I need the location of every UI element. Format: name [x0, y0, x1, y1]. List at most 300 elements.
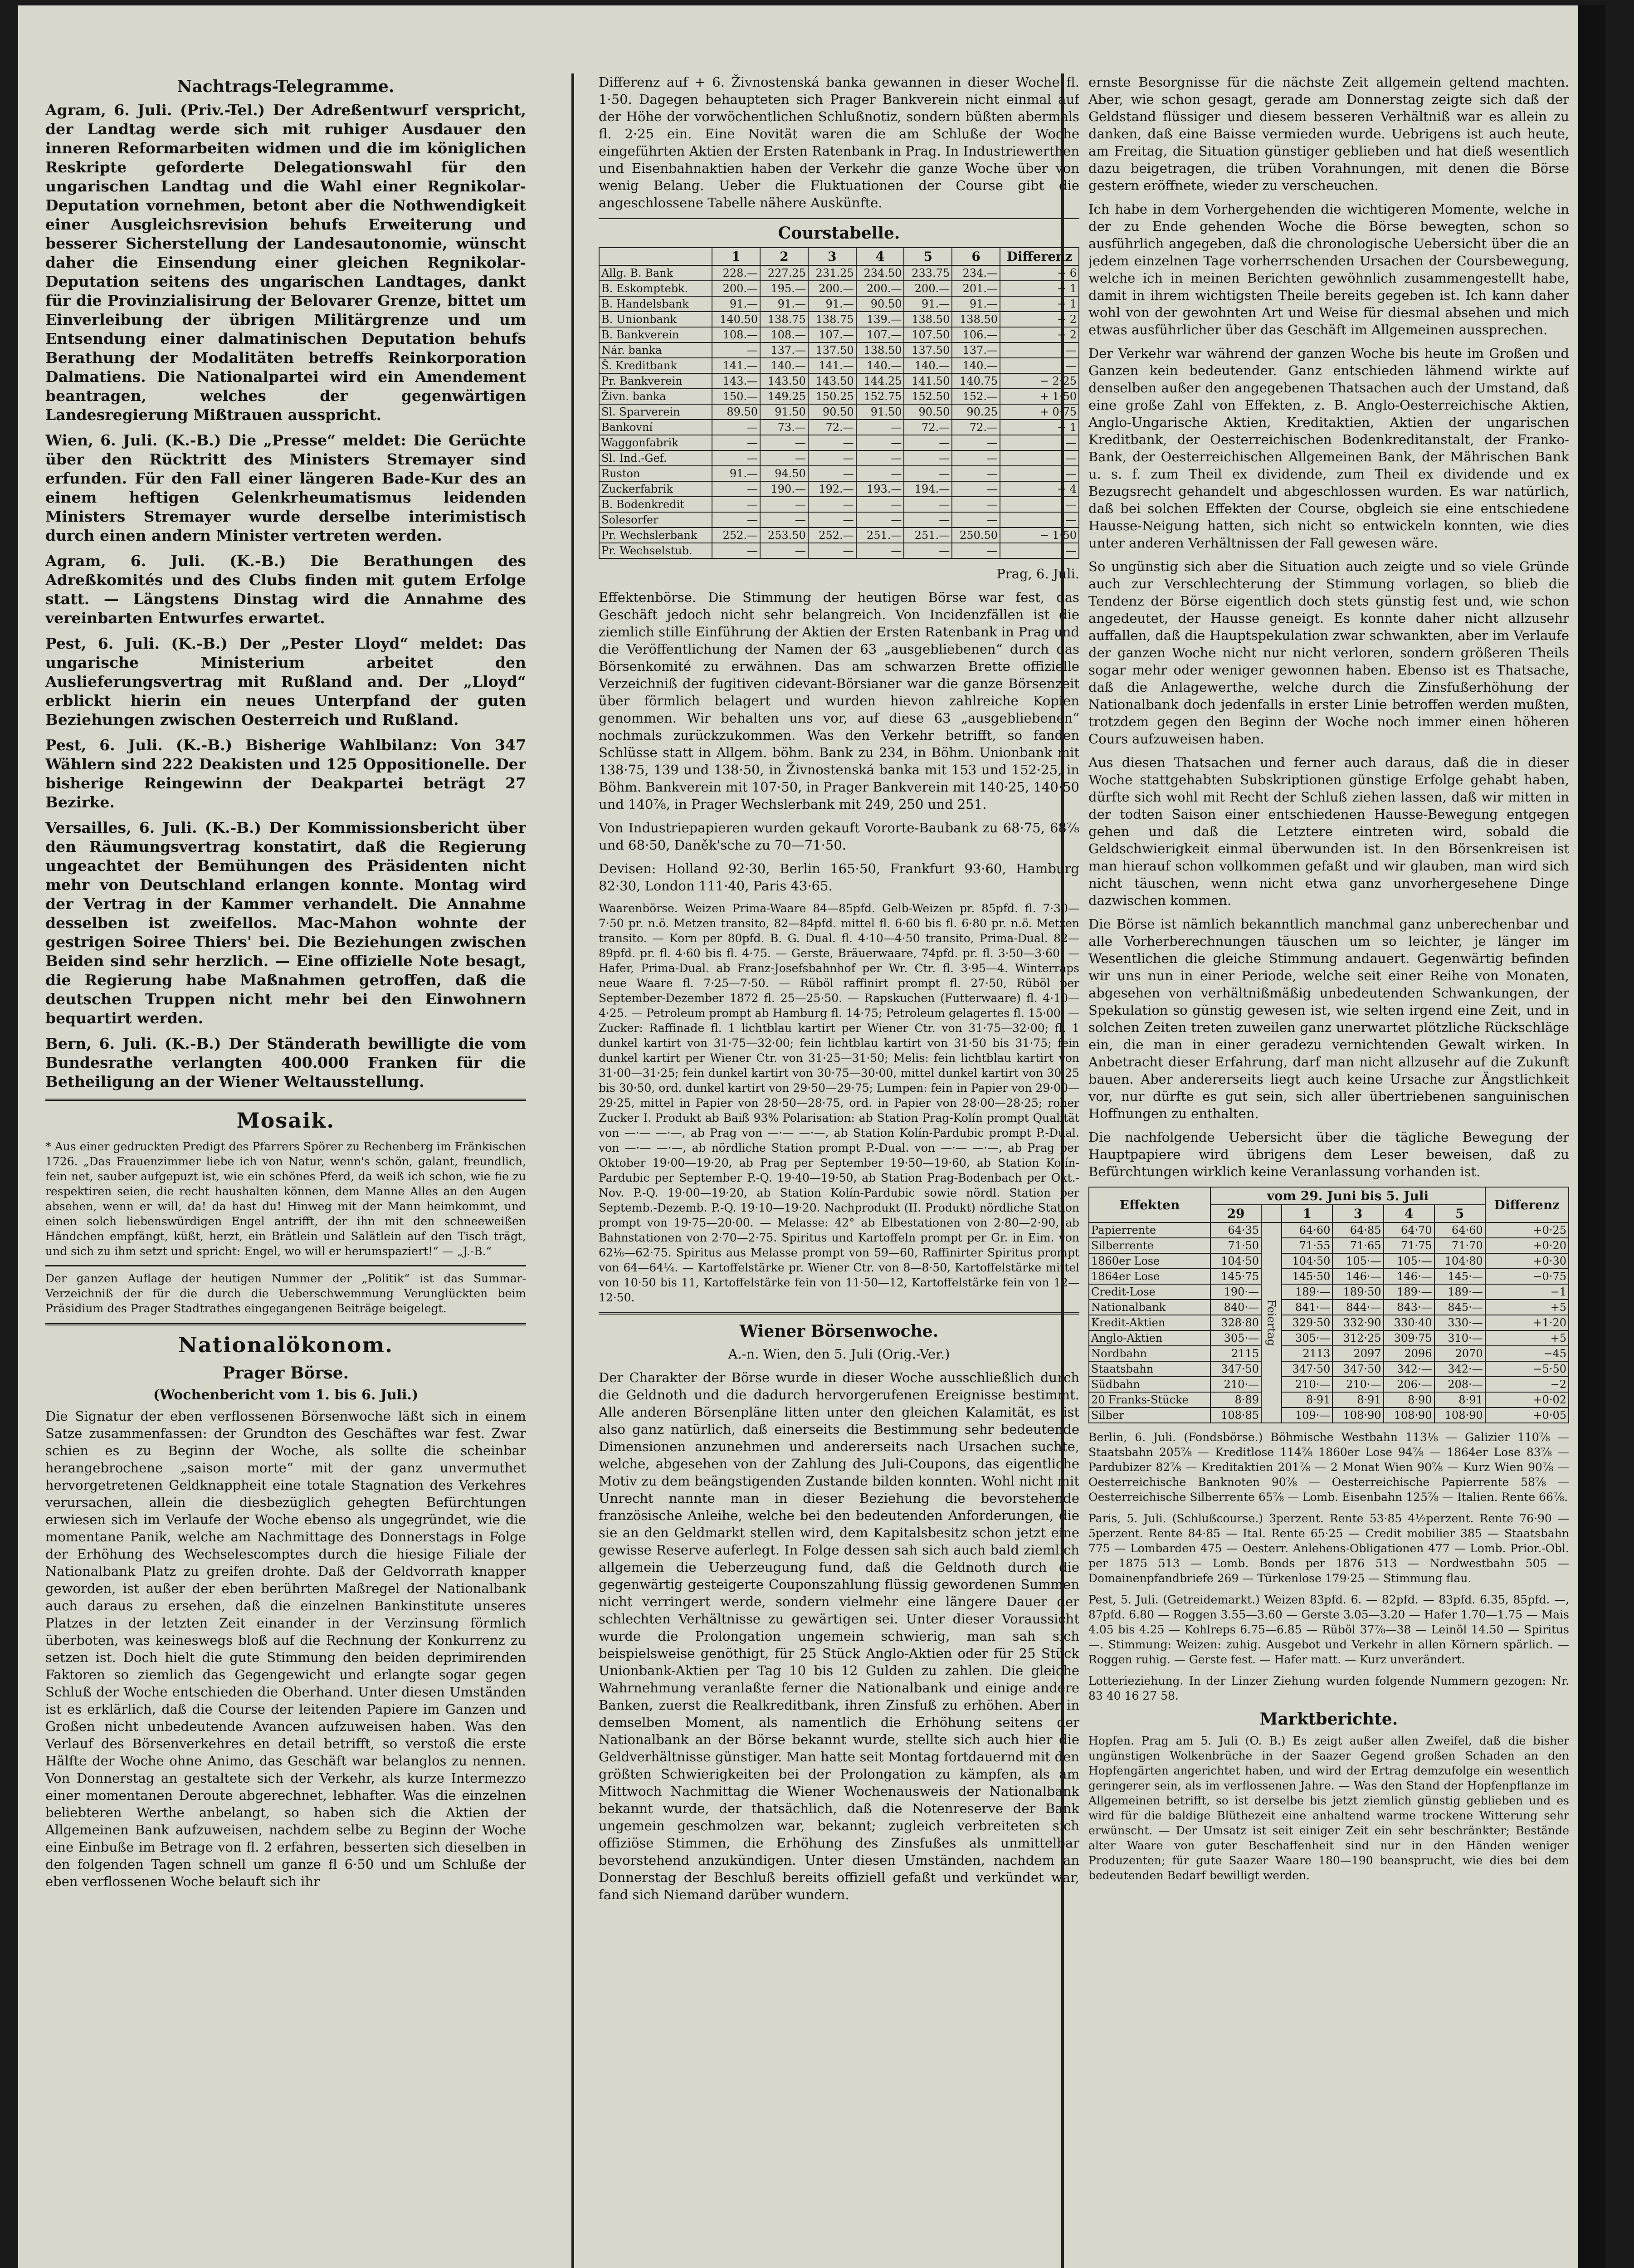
- table-cell: 137.50: [808, 342, 856, 358]
- table-cell: 137.—: [952, 342, 1000, 358]
- table-cell: 195.—: [760, 281, 808, 296]
- table-cell: − 2: [1000, 327, 1079, 342]
- table-cell: Ruston: [599, 466, 712, 481]
- table-cell: 91.—: [712, 466, 760, 481]
- table-cell: 138.75: [808, 312, 856, 327]
- table-cell: 8·91: [1282, 1392, 1332, 1408]
- table-cell: 90.50: [856, 296, 904, 312]
- table-cell: Pr. Bankverein: [599, 373, 712, 389]
- table-cell: —: [904, 512, 952, 528]
- table-cell: Südbahn: [1089, 1377, 1210, 1392]
- table-cell: 140.—: [856, 358, 904, 373]
- table-cell: 144.25: [856, 373, 904, 389]
- table-cell: —: [1000, 497, 1079, 512]
- table-cell: 2070: [1434, 1346, 1485, 1361]
- table-cell: 73.—: [760, 420, 808, 435]
- table-cell: 190·—: [1210, 1284, 1261, 1300]
- table-cell: 330·40: [1384, 1315, 1434, 1330]
- table-cell: 91.—: [712, 296, 760, 312]
- table-row: [599, 342, 1079, 358]
- table-cell: Solesorfer: [599, 512, 712, 528]
- table-cell: 91.50: [856, 404, 904, 420]
- table-header-cell: 3: [808, 248, 856, 265]
- newspaper-page: [18, 5, 1605, 2268]
- table-row: [599, 497, 1079, 512]
- table-cell: + 1: [1000, 281, 1079, 296]
- table-cell: Anglo-Aktien: [1089, 1330, 1210, 1346]
- effekten-text: Effektenbörse. Die Stimmung der heutigen Börse war fest, das Geschäft jedoch nicht sehr belangreich. Von Incidenzfällen ist die ziemlich stille Einführung der Aktien der Ersten Ratenbank in Prag und die Veröffentlichung der Namen der 63 „ausgebliebenen“ durch das Börsenkomité zu erwähnen. Das am schwarzen Brette offizielle Verzeichniß der fugitiven cidevant-Börsianer war die ganze Börsenzeit über förmlich belagert und wurden hievon zahlreiche Kopien genommen. Wir behalten uns vor, auf diese 63 „ausgebliebenen“ nochmals zurückzukommen. Was den Verkehr betrifft, so fanden Schlüsse statt in Allgem. böhm. Bank zu 234, in Böhm. Unionbank mit 138·75, 139 und 138·50, in Živnostenská banka mit 153 und 152·25, in Böhm. Bankverein mit 107·50, in Prager Bankverein mit 140·25, 140·50 und 140⅞, in Prager Wechslerbank mit 249, 250 und 251.: [599, 590, 1079, 812]
- table-cell: Sl. Ind.-Gef.: [599, 450, 712, 466]
- table-cell: 145·—: [1434, 1269, 1485, 1284]
- table-row: [1089, 1315, 1569, 1330]
- market-text: Paris, 5. Juli. (Schlußcourse.) 3perzent. Rente 53·85 4½perzent. Rente 76·90 — 5perzent. Rente 84·85 — Ital. Rente 65·25 — Credit mobilier 385 — Staatsbahn 775 — Lombarden 475 — Oesterr. Anlehens-Obligationen 477 — Lomb. Prior.-Obl. per 1875 513 — Lomb. Bonds per 1876 513 — Nordwestbahn 505 — Domainenpfandbriefe 269 — Türkenlose 179·25 — Stimmung flau.: [1088, 1512, 1569, 1585]
- table-cell: —: [1000, 450, 1079, 466]
- nat-heading: Nationalökonom.: [178, 1333, 394, 1357]
- table-cell: +0·02: [1485, 1392, 1569, 1408]
- table-cell: 138.50: [856, 342, 904, 358]
- table-cell: 192.—: [808, 481, 856, 497]
- table-cell: 233.75: [904, 265, 952, 281]
- table-cell: 143.50: [808, 373, 856, 389]
- table-cell: 190.—: [760, 481, 808, 497]
- table-header-cell: Differenz: [1000, 248, 1079, 265]
- telegram: Agram, 6. Juli. (K.-B.) Die Berathungen des Adreßkomités und des Clubs finden mit gutem Erfolge statt. — Längstens Dinstag wird die Annahme des vereinbarten Entwurfes erwartet.: [45, 552, 526, 627]
- table-cell: 145·75: [1210, 1269, 1261, 1284]
- table-cell: 72.—: [952, 420, 1000, 435]
- table-row: [1089, 1408, 1569, 1423]
- table-cell: —: [712, 342, 760, 358]
- table-cell: Credit-Lose: [1089, 1284, 1210, 1300]
- table-row: [1089, 1222, 1569, 1238]
- table-cell: —: [856, 497, 904, 512]
- table-row: [599, 435, 1079, 450]
- nat-text: Die Signatur der eben verflossenen Börsenwoche läßt sich in einem Satze zusammenfassen: der Grundton des Geschäftes war fest. Zwar schien es zu Beginn der Woche, als sollte die scheinbar herangebrochene „saison morte“ mit der ganz unvermuthet hervorgetretenen Geldknappheit eine totale Stagnation des Verkehres verursachen, allein die diesbezüglich gehegten Befürchtungen erwiesen sich im Verlaufe der Woche ebenso als ungegründet, wie die momentane Panik, welche am Nachmittage des Donnerstags in Folge der Erhöhung des Wechselescomptes durch die hiesige Filiale der Nationalbank Platz zu greifen drohte. Daß der Geldvorrath knapper geworden, ist außer der eben berührten Maßregel der Nationalbank auch daraus zu ersehen, daß die einzelnen Bankinstitute unseres Platzes in der letzten Zeit einander in der Verzinsung förmlich überboten, was keineswegs bloß auf die Rechnung der Konkurrenz zu setzen ist. Doch hielt die gute Stimmung den beiden deprimirenden Faktoren so ziemlich das Gegengewicht und erlangte sogar gegen Schluß der Woche entschieden die Oberhand. Unter diesen Umständen ist es erklärlich, daß die Course der leitenden Papiere im Ganzen und Großen nicht unbedeutende Avancen aufzuweisen haben. Was den Verlauf des Börsenverkehres en detail betrifft, so verstoß die erste Hälfte der Woche ohne Animo, das Geschäft war belanglos zu nennen. Von Donnerstag an gestaltete sich der Verkehr, als kurze Intermezzo einer momentanen Deroute abgerechnet, lebhafter. Was die einzelnen beliebteren Werthe anbelangt, so haben sich die Aktien der Allgemeinen Bank aufzuweisen, nachdem selbe zu Beginn der Woche eine Einbuße im Betrage von fl. 2 erfahren, besserten sich dieselben in den folgenden Tagen schnell um ganze fl 6·50 und um Schluße der eben verflossenen Woche belauft sich ihr: [45, 1408, 526, 1889]
- table-row: [599, 296, 1079, 312]
- table-cell: —: [808, 512, 856, 528]
- table-cell: —: [904, 450, 952, 466]
- table-row: [1089, 1330, 1569, 1346]
- table-cell: —: [712, 543, 760, 558]
- telegrams-heading: Nachtrags-Telegramme.: [177, 77, 395, 96]
- table-cell: + 2: [1000, 312, 1079, 327]
- table-cell: 107.—: [856, 327, 904, 342]
- effekten-text: Von Industriepapieren wurden gekauft Vororte-Baubank zu 68·75, 68⅞ und 68·50, Daněk'sche zu 70—71·50.: [599, 820, 1079, 853]
- report-text: So ungünstig sich aber die Situation auch zeigte und so viele Gründe auch zur Verschlechterung der Stimmung vorlagen, so blieb die Tendenz der Börse eigentlich doch stets günstig fest und, wie schon angedeutet, der Hausse geneigt. Es konnte daher nicht allzusehr auffallen, daß die Hauptspekulation zwar schwankten, aber im Verlaufe der ganzen Woche nicht nur nicht verloren, sondern größeren Theils sogar mehr oder weniger gewonnen haben. Ebenso ist es Thatsache, daß die Anlagewerthe, welche durch die Zinsfußerhöhung der Nationalbank doch jedenfalls in erster Linie betroffen werden mußten, trotzdem gegen den Beginn der Woche noch immer einen höheren Cours aufzuweisen haben.: [1088, 559, 1569, 747]
- table-cell: + 1·50: [1000, 389, 1079, 404]
- table-cell: − 1: [1000, 420, 1079, 435]
- table-cell: —: [760, 512, 808, 528]
- table-cell: 71·65: [1332, 1238, 1383, 1253]
- table-cell: 71·50: [1210, 1238, 1261, 1253]
- table-cell: +5: [1485, 1300, 1569, 1315]
- day-header-cell: 29: [1210, 1205, 1261, 1222]
- day-header-cell: 1: [1282, 1205, 1332, 1222]
- table-cell: 1860er Lose: [1089, 1253, 1210, 1269]
- table-cell: 109·—: [1282, 1408, 1332, 1423]
- table-cell: 106.—: [952, 327, 1000, 342]
- daily-table: [1088, 1187, 1569, 1423]
- report-text: Die Börse ist nämlich bekanntlich manchmal ganz unberechenbar und alle Vorherberechnungen täuschen um so leichter, je länger im Wesentlichen die gleiche Stimmung andauert. Gegenwärtig befinden wir uns nun in einer Periode, welche seit einer Reihe von Monaten, abgesehen von verhältnißmäßig unbedeutenden Schwankungen, der Spekulation so günstig gewesen ist, wie selten irgend eine Zeit, und in solchen Zeiten treten zuweilen ganz unerwartet plötzliche Rückschläge ein, die man in einer geradezu vernichtenden Gewalt wirken. In Anbetracht dieser Erfahrung, darf man nicht allzusehr auf die Zukunft bauen. Aber andererseits liegt auch keine Ursache zur Ängstlichkeit vor, nur dürfte es gut sein, sich aller übertriebenen sanguinischen Hoffnungen zu enthalten.: [1088, 916, 1569, 1121]
- table-cell: 143.—: [712, 373, 760, 389]
- table-cell: Papierrente: [1089, 1222, 1210, 1238]
- table-cell: 250.50: [952, 528, 1000, 543]
- table-cell: 91.—: [952, 296, 1000, 312]
- table-cell: 71·70: [1434, 1238, 1485, 1253]
- markt-heading: Marktberichte.: [1259, 1710, 1398, 1729]
- table-cell: 107.50: [904, 327, 952, 342]
- table-cell: 194.—: [904, 481, 952, 497]
- table-cell: —: [760, 543, 808, 558]
- table-row: [599, 481, 1079, 497]
- table-row: [599, 466, 1079, 481]
- table-cell: 64·60: [1282, 1222, 1332, 1238]
- table-cell: 201.—: [952, 281, 1000, 296]
- table-cell: 108·90: [1384, 1408, 1434, 1423]
- table-cell: +0·25: [1485, 1222, 1569, 1238]
- table-cell: 91.—: [808, 296, 856, 312]
- table-cell: 90.50: [904, 404, 952, 420]
- report-text: Aus diesen Thatsachen und ferner auch daraus, daß die in dieser Woche stattgehabten Subskriptionen günstige Erfolge gehabt haben, dürfte sich wohl mit Recht der Schluß ziehen lassen, daß wir mitten in der todten Saison einer entschiedenen Hausse-Bewegung entgegen gehen und daß die Letztere eintreten wird, sobald die Geldschwierigkeit einmal überwunden ist. In den Börsenkreisen ist man hierauf schon vollkommen gefaßt und wir glauben, man wird sich nicht täuschen, wenn nicht etwa ganz unvorhergesehene Dinge dazwischen kommen.: [1088, 755, 1569, 908]
- table-cell: 104·80: [1434, 1253, 1485, 1269]
- table-cell: 71·75: [1384, 1238, 1434, 1253]
- table-cell: 234.—: [952, 265, 1000, 281]
- table-cell: 105·—: [1384, 1253, 1434, 1269]
- table-cell: 200.—: [712, 281, 760, 296]
- divider: [599, 218, 1079, 219]
- table-cell: 206·—: [1384, 1377, 1434, 1392]
- table-cell: 107.—: [808, 327, 856, 342]
- table-cell: —: [760, 497, 808, 512]
- table-row: [1089, 1284, 1569, 1300]
- column-3: [1088, 73, 1569, 2268]
- table-cell: 8·91: [1434, 1392, 1485, 1408]
- table-cell: Nordbahn: [1089, 1346, 1210, 1361]
- table-cell: −1: [1485, 1284, 1569, 1300]
- table-cell: —: [1000, 512, 1079, 528]
- table-cell: Bankovní: [599, 420, 712, 435]
- table-row: [1089, 1361, 1569, 1377]
- table-row: [599, 373, 1079, 389]
- divider: [45, 1099, 526, 1101]
- table-cell: —: [1000, 435, 1079, 450]
- mosaik-text: Der ganzen Auflage der heutigen Nummer der „Politik“ ist das Summar-Verzeichniß der für die durch die Ueberschwemmung Verunglückten beim Präsidium des Prager Stadtrathes eingegangenen Beiträge beigelegt.: [45, 1272, 526, 1315]
- table-cell: 91.50: [760, 404, 808, 420]
- table-cell: 141.50: [904, 373, 952, 389]
- table-row: [599, 450, 1079, 466]
- table-cell: B. Bodenkredit: [599, 497, 712, 512]
- table-cell: −2: [1485, 1377, 1569, 1392]
- table-cell: —: [904, 543, 952, 558]
- table-cell: 140.—: [760, 358, 808, 373]
- table-row: [1089, 1300, 1569, 1315]
- mosaik-heading: Mosaik.: [236, 1108, 335, 1133]
- table-cell: —: [808, 466, 856, 481]
- table-cell: −0·75: [1485, 1269, 1569, 1284]
- table-cell: 309·75: [1384, 1330, 1434, 1346]
- wiener-dateline: A.-n. Wien, den 5. Juli (Orig.-Ver.): [728, 1346, 950, 1362]
- table-cell: —: [952, 466, 1000, 481]
- table-cell: 94.50: [760, 466, 808, 481]
- table-cell: 8·91: [1332, 1392, 1383, 1408]
- table-header-cell: 1: [712, 248, 760, 265]
- table-row: [599, 312, 1079, 327]
- table-cell: 234.50: [856, 265, 904, 281]
- table-cell: 138.75: [760, 312, 808, 327]
- table-cell: B. Bankverein: [599, 327, 712, 342]
- table-cell: 251.—: [904, 528, 952, 543]
- table-cell: +0·05: [1485, 1408, 1569, 1423]
- table-cell: 108·85: [1210, 1408, 1261, 1423]
- table-cell: −5·50: [1485, 1361, 1569, 1377]
- daily-table-diff-header: Differenz: [1485, 1187, 1569, 1222]
- table-cell: 843·—: [1384, 1300, 1434, 1315]
- mosaik-text: * Aus einer gedruckten Predigt des Pfarrers Spörer zu Rechenberg im Fränkischen 1726. „Das Frauenzimmer liebe ich von Natur, wenn's schön, galant, freundlich, fein net, sauber aufgepuzt ist, wie ein schönes Pferd, da weiß ich schon, wie fie zu respektiren seien, die recht haushalten können, dem Manne Alles an den Augen absehen, wenn er will, da! da hast du! Hinweg mit der Mann heimkommt, und einen solch liebenswürdigen Engel antrifft, der ihn mit den schneeweißen Händchen empfängt, küßt, herzt, ein Brätlein und Salätlein auf den Tisch trägt, und sich zu ihm setzt und spricht: Engel, wo will er herumspaziert!“ — „J.-B.“: [45, 1140, 526, 1258]
- table-cell: − 2·25: [1000, 373, 1079, 389]
- table-cell: 64·85: [1332, 1222, 1383, 1238]
- table-cell: Nár. banka: [599, 342, 712, 358]
- table-cell: 89.50: [712, 404, 760, 420]
- telegram: Pest, 6. Juli. (K.-B.) Bisherige Wahlbilanz: Von 347 Wählern sind 222 Deakisten und 125 Oppositionelle. Der bisherige Reingewinn der Deakpartei beträgt 27 Bezirke.: [45, 736, 526, 811]
- table-cell: 149.25: [760, 389, 808, 404]
- waarenboerse-text: Waarenbörse. Weizen Prima-Waare 84—85pfd. Gelb-Weizen pr. 85pfd. fl. 7·30—7·50 pr. n.ö. Metzen transito, 82—84pfd. mittel fl. 6·60 bis fl. 6·80 pr. n.ö. Metzen transito. — Korn per 80pfd. B. G. Dual. fl. 4·10—4·50 transito, Prima-Dual. 82—89pfd. pr. fl. 4·60 bis fl. 4·75. — Gerste, Bräuerwaare, 74pfd. pr. fl. 3·50—3·60. — Hafer, Prima-Dual. ab Franz-Josefsbahnhof per Wr. Ctr. fl. 3·95—4. Winterraps neue Waare fl. 7·25—7·50. — Rüböl raffinirt prompt fl. 27·50, Rüböl per September-Dezember 1872 fl. 25—25·50. — Rapskuchen (Futterwaare) fl. 4·10—4·25. — Petroleum prompt ab Hamburg fl. 14·75; Petroleum gelagertes fl. 15·00. — Zucker: Raffinade fl. 1 lichtblau kartirt per Wiener Ctr. von 31·75—32·00; fl. 1 dunkel kartirt von 31·75—32·00; fein lichtblau kartirt von 31·50 bis 31·75; fein dunkel kartirt per Wiener Ctr. von 31·25—31·50; Melis: fein lichtblau kartirt von 31·00—31·25; fein dunkel kartirt von 30·75—30·00, mittel dunkel kartirt von 30·25 bis 30·50, ord. dunkel kartirt von 29·50—29·75; Lumpen: fein in Papier von 29·00—29·25, mittel in Papier von 28·50—28·75, ord. in Papier von 28·00—28·25; roher Zucker I. Produkt ab Baiß 93% Polarisation: ab Station Prag-Kolín prompt Qualität von —·— —·—, ab Prag von —·— —·—, ab Station Kolín-Pardubic prompt P.-Dual. von —·— —·—, ab nördliche Station prompt P.-Dual. von —·— —·—, ab Prag per Oktober 19·00—19·20, ab Prag per September 19·50—19·60, ab Station Kolín-Pardubic per September P.-Q. 19·40—19·50, ab Station Prag-Bodenbach per Okt.-Nov. P.-Q. 19·00—19·20, ab Station Kolín-Pardubic sowie nördl. Station per Septemb.-Dezemb. P.-Q. 19·10—19·20. Nachprodukt (II. Produkt) nördliche Station prompt von 19·75—20·00. — Melasse: 42° ab Elbestationen von 2·80—2·90, ab Bahnstationen von 2·70—2·75. Spiritus und Kartoffeln prompt per Gr. in Eim. von 62⅛—62·75. Spiritus aus Melasse prompt von 59—60, Raffinirter Spiritus prompt von 64—64¼. — Kartoffelstärke pr. Wiener Ctr. von 8—8·50, Kartoffelstärke mittel von 10·50 bis 11, Kartoffelstärke fein von 11·50—12, Kartoffelstärke fein von 12—12·50.: [599, 902, 1079, 1304]
- table-cell: —: [952, 497, 1000, 512]
- table-cell: Waggonfabrik: [599, 435, 712, 450]
- table-cell: −45: [1485, 1346, 1569, 1361]
- table-cell: Zuckerfabrik: [599, 481, 712, 497]
- table-row: [599, 512, 1079, 528]
- table-cell: 840·—: [1210, 1300, 1261, 1315]
- table-cell: —: [760, 450, 808, 466]
- table-cell: 189·—: [1434, 1284, 1485, 1300]
- table-cell: 141.—: [808, 358, 856, 373]
- table-cell: 8·89: [1210, 1392, 1261, 1408]
- table-cell: + 4: [1000, 481, 1079, 497]
- table-cell: 91.—: [904, 296, 952, 312]
- table-cell: 138.50: [904, 312, 952, 327]
- table-cell: 347·50: [1282, 1361, 1332, 1377]
- table-cell: 210·—: [1332, 1377, 1383, 1392]
- table-cell: —: [712, 450, 760, 466]
- daily-table-effekten-header: Effekten: [1089, 1187, 1210, 1222]
- scan-edge: [1578, 5, 1605, 2268]
- table-header-cell: 2: [760, 248, 808, 265]
- table-cell: 137.—: [760, 342, 808, 358]
- table-row: [599, 281, 1079, 296]
- table-cell: 189·50: [1332, 1284, 1383, 1300]
- table-row: [599, 327, 1079, 342]
- divider: [45, 1323, 526, 1325]
- table-header-cell: [599, 248, 712, 265]
- table-cell: —: [712, 512, 760, 528]
- wiener-text: Der Charakter der Börse wurde in dieser Woche ausschließlich durch die Geldnoth und die dadurch hervorgerufenen Ereignisse bestimmt. Alle anderen Börsenpläne litten unter den gleichen Kalamität, es ist also ganz natürlich, daß einerseits die Bestimmung sehr bedeutende Dimensionen anzunehmen und andererseits nach Ursachen suchte, welche, abgesehen von der Zahlung des Juli-Coupons, das eigentliche Motiv zu dem beängstigenden Zustande bilden konnten. Wohl nicht mit Unrecht nannte man in dieser Beziehung die bevorstehende französische Anleihe, welche bei den bedeutenden Anforderungen, die sie an den Geldmarkt stellen wird, dem Kapitalsbesitz schon jetzt eine gewisse Reserve auferlegt. In Folge dessen sah sich auch bald ziemlich allgemein die Ueberzeugung fund, daß die Geldnoth durch die gegenwärtig gesteigerte Couponszahlung flüssig gewordenen Summen nicht verringert werde, sondern vielmehr eine längere Dauer der schlechten Verhältnisse zu gewärtigen sei. Unter dieser Voraussicht wurde die Prolongation ungemein schwierig, man sah sich beispielsweise genöthigt, für 25 Stück Anglo-Aktien oder für 25 Stück Unionbank-Aktien per Tag 10 bis 12 Gulden zu zahlen. Die gleiche Wahrnehmung veranlaßte ferner die Nationalbank und einige andere Banken, zuerst die Realkreditbank, ihren Zinsfuß zu erhöhen. Aber in demselben Moment, als namentlich die Erhöhung seitens der Nationalbank an der Börse bekannt wurde, stellte sich auch hier die Geldverhältnisse günstiger. Man hatte seit Montag fortdauernd mit den größten Schwierigkeiten bei der Prolongation zu kämpfen, als am Mittwoch Nachmittag die Wiener Wochenausweis der Nationalbank bekannt wurde, der thatsächlich, daß die Notenreserve der Bank ungemein geschmolzen war, bekannt; zugleich verbreiteten sich offiziöse Stimmen, die Erhöhung des Zinsfußes als unmittelbar bevorstehend anzukündigen. Unter diesen Umständen, nachdem an Donnerstag der Beschluß bereits offiziell gefaßt und verkündet war, fand sich Niemand darüber wundern.: [599, 1370, 1079, 1902]
- table-cell: 152.75: [856, 389, 904, 404]
- table-cell: Š. Kreditbank: [599, 358, 712, 373]
- table-cell: 140.50: [712, 312, 760, 327]
- day-header-cell: 4: [1384, 1205, 1434, 1222]
- table-cell: 251.—: [856, 528, 904, 543]
- table-cell: 145·50: [1282, 1269, 1332, 1284]
- table-cell: —: [808, 543, 856, 558]
- table-cell: 844·—: [1332, 1300, 1383, 1315]
- dateline: Prag, 6. Juli.: [996, 566, 1079, 582]
- day-header-cell: 3: [1332, 1205, 1383, 1222]
- table-cell: —: [808, 450, 856, 466]
- table-cell: +0·20: [1485, 1238, 1569, 1253]
- table-row: [1089, 1346, 1569, 1361]
- table-cell: —: [952, 543, 1000, 558]
- table-cell: 189·—: [1282, 1284, 1332, 1300]
- table-cell: 152.—: [952, 389, 1000, 404]
- table-cell: 332·90: [1332, 1315, 1383, 1330]
- table-cell: —: [808, 435, 856, 450]
- effekten-text: Devisen: Holland 92·30, Berlin 165·50, Frankfurt 93·60, Hamburg 82·30, London 111·40, Paris 43·65.: [599, 861, 1079, 894]
- table-title: Courstabelle.: [778, 224, 900, 243]
- table-cell: 312·25: [1332, 1330, 1383, 1346]
- table-cell: Pr. Wechselstub.: [599, 543, 712, 558]
- table-cell: 200.—: [904, 281, 952, 296]
- table-cell: 140.75: [952, 373, 1000, 389]
- table-row: [599, 528, 1079, 543]
- table-cell: 137.50: [904, 342, 952, 358]
- table-cell: —: [952, 512, 1000, 528]
- table-cell: —: [904, 435, 952, 450]
- table-cell: + 0·75: [1000, 404, 1079, 420]
- table-cell: 8·90: [1384, 1392, 1434, 1408]
- table-cell: —: [856, 466, 904, 481]
- table-cell: 1864er Lose: [1089, 1269, 1210, 1284]
- table-cell: Staatsbahn: [1089, 1361, 1210, 1377]
- table-cell: 210·—: [1210, 1377, 1261, 1392]
- table-cell: + 6: [1000, 265, 1079, 281]
- divider: [45, 1265, 526, 1266]
- table-cell: 139.—: [856, 312, 904, 327]
- table-row: [1089, 1377, 1569, 1392]
- holiday-cell: Feiertag: [1261, 1222, 1282, 1423]
- table-cell: 342·—: [1434, 1361, 1485, 1377]
- report-text: Der Verkehr war während der ganzen Woche bis heute im Großen und Ganzen kein bedeutender. Ganz entschieden lähmend wirkte auf denselben außer den angegebenen Thatsachen auch der Umstand, daß eine große Zahl von Effekten, z. B. Anglo-Oesterreichische Aktien, Anglo-Ungarische Aktien, Kreditaktien, Aktien der ungarischen Kreditbank, der Oesterreichischen Bodenkreditanstalt, der Franko-Bank, der Oesterreichischen Allgemeinen Bank, der Mährischen Bank u. s. f. zum Theil ex dividende, zum Theil ex dividende und ex Bezugsrecht gehandelt und abgeschlossen wurden. Es war natürlich, daß bei solchen Effekten der Course, obgleich sie eine entschiedene Hausse-Neigung hatten, sich nicht so entwickeln konnten, wie dies unter anderen Verhältnissen der Fall gewesen wäre.: [1088, 346, 1569, 551]
- table-cell: —: [1000, 342, 1079, 358]
- table-cell: —: [856, 420, 904, 435]
- table-header-cell: 4: [856, 248, 904, 265]
- report-text: Ich habe in dem Vorhergehenden die wichtigeren Momente, welche in der zu Ende gehenden Woche die Börse bewegten, schon so ausführlich angegeben, daß die chronologische Uebersicht über die an jedem einzelnen Tage vorherrschenden Ursachen der Coursbewegung, welche ich in meinen Berichten gewöhnlich zusammengestellt habe, damit in ihrem wichtigsten Theile bereits gegeben ist. Ich kann daher wohl von der gewohnten Art und Weise für diesmal absehen und mich etwas ausführlicher über das Geschäft im Allgemeinen aussprechen.: [1088, 201, 1569, 337]
- table-cell: 20 Franks-Stücke: [1089, 1392, 1210, 1408]
- table-cell: B. Eskomptebk.: [599, 281, 712, 296]
- table-cell: —: [856, 435, 904, 450]
- table-cell: —: [712, 481, 760, 497]
- table-cell: +1·20: [1485, 1315, 1569, 1330]
- table-cell: 108·90: [1332, 1408, 1383, 1423]
- table-row: [599, 265, 1079, 281]
- table-cell: 91.—: [760, 296, 808, 312]
- wiener-heading: Wiener Börsenwoche.: [739, 1322, 939, 1341]
- telegram: Agram, 6. Juli. (Priv.-Tel.) Der Adreßentwurf verspricht, der Landtag werde sich mit ruhiger Ausdauer den inneren Reformarbeiten widmen und die im königlichen Reskripte geforderte Delegationswahl für den ungarischen Landtag und die Wahl einer Regnikolar-Deputation vornehmen, betont aber die Nothwendigkeit einer Ausgleichsrevision behufs Erweiterung und besserer Sicherstellung der Landesautonomie, wünscht daher die Einsendung einer gleichen Regnikolar-Deputation seitens des ungarischen Landtages, dankt für die Provinzialisirung der Belovarer Grenze, bittet um Einverleibung der übrigen Militärgrenze und um Entsendung einer dalmatinischen Deputation behufs Berathung der Modalitäten betreffs Reinkorporation Dalmatiens. Die Nationalpartei wird ein Amendement beantragen, welches der gegenwärtigen Landesregierung Mißtrauen ausspricht.: [45, 101, 526, 424]
- table-cell: —: [952, 450, 1000, 466]
- market-text: Berlin, 6. Juli. (Fondsbörse.) Böhmische Westbahn 113⅛ — Galizier 110⅞ — Staatsbahn 205⅞ — Kreditlose 114⅞ 1860er Lose 94⅞ — 1864er Lose 83⅞ — Pardubizer 82⅞ — Kreditaktien 201⅞ — 2 Monat Wien 90⅞ — Kurz Wien 90⅞ — Oesterreichische Banknoten 90⅞ — Oesterreichische Papierrente 58⅞ — Oesterreichische Silberrente 65⅞ — Lomb. Eisenbahn 125⅞ — Italien. Rente 66⅞.: [1088, 1431, 1569, 1504]
- nat-subheading: Prager Börse.: [222, 1364, 349, 1383]
- table-cell: 228.—: [712, 265, 760, 281]
- table-cell: 71·55: [1282, 1238, 1332, 1253]
- table-cell: 90.25: [952, 404, 1000, 420]
- table-cell: 200.—: [856, 281, 904, 296]
- table-cell: − 1·50: [1000, 528, 1079, 543]
- table-cell: 342·—: [1384, 1361, 1434, 1377]
- table-cell: 2115: [1210, 1346, 1261, 1361]
- table-cell: 253.50: [760, 528, 808, 543]
- table-cell: 310·—: [1434, 1330, 1485, 1346]
- table-cell: Silber: [1089, 1408, 1210, 1423]
- table-cell: —: [856, 450, 904, 466]
- table-cell: 330·—: [1434, 1315, 1485, 1330]
- table-cell: 150.25: [808, 389, 856, 404]
- column-rule: [571, 73, 574, 2268]
- table-cell: + 1: [1000, 296, 1079, 312]
- table-cell: 150.—: [712, 389, 760, 404]
- table-header-cell: 6: [952, 248, 1000, 265]
- table-cell: 108.—: [712, 327, 760, 342]
- table-row: [1089, 1253, 1569, 1269]
- table-cell: 90.50: [808, 404, 856, 420]
- table-cell: 328·80: [1210, 1315, 1261, 1330]
- table-cell: 252.—: [712, 528, 760, 543]
- divider: [599, 1312, 1079, 1315]
- telegram: Versailles, 6. Juli. (K.-B.) Der Kommissionsbericht über den Räumungsvertrag konstatirt, daß die Regierung ungeachtet der Bemühungen des Präsidenten nicht mehr von Deutschland erlangen konnte. Montag wird der Vertrag in der Kammer verhandelt. Die Annahme desselben ist zweifellos. Mac-Mahon wohnte der gestrigen Soiree Thiers' bei. Die Beziehungen zwischen Beiden sind sehr herzlich. — Eine offizielle Note besagt, die Regierung habe Maßnahmen getroffen, daß die deutschen Truppen nicht mehr bei den Einwohnern bequartirt werden.: [45, 819, 526, 1027]
- table-cell: 152.50: [904, 389, 952, 404]
- course-table: [599, 247, 1079, 559]
- table-cell: +5: [1485, 1330, 1569, 1346]
- table-cell: B. Unionbank: [599, 312, 712, 327]
- column-1: [45, 73, 526, 2268]
- table-cell: 210·—: [1282, 1377, 1332, 1392]
- table-cell: 72.—: [808, 420, 856, 435]
- table-cell: —: [952, 481, 1000, 497]
- table-row: [599, 389, 1079, 404]
- table-cell: 841·—: [1282, 1300, 1332, 1315]
- table-row: [1089, 1392, 1569, 1408]
- table-cell: B. Handelsbank: [599, 296, 712, 312]
- table-cell: —: [904, 497, 952, 512]
- table-cell: 146·—: [1332, 1269, 1383, 1284]
- table-cell: 2097: [1332, 1346, 1383, 1361]
- table-row: [1089, 1238, 1569, 1253]
- table-cell: 140.—: [952, 358, 1000, 373]
- market-text: Pest, 5. Juli. (Getreidemarkt.) Weizen 83pfd. 6. — 82pfd. — 83pfd. 6.35, 85pfd. —, 87pfd. 6.80 — Roggen 3.55—3.60 — Gerste 3.05—3.20 — Hafer 1.70—1.75 — Mais 4.05 bis 4.25 — Kohlreps 6.75—6.85 — Rüböl 37⅞—38 — Leinöl 14.50 — Spiritus —. Stimmung: Weizen: zuhig. Ausgebot und Verkehr in allen Körnern spärlich. — Roggen ruhig. — Gerste fest. — Hafer matt. — Kurz unverändert.: [1088, 1593, 1569, 1666]
- table-cell: 141.—: [712, 358, 760, 373]
- telegram: Wien, 6. Juli. (K.-B.) Die „Presse“ meldet: Die Gerüchte über den Rücktritt des Ministers Stremayer sind erfunden. Für den Fall einer längeren Bade-Kur des an einem heftigen Gelenkrheumatismus leidenden Ministers Stremayer wurde derselbe interimistisch durch einen andern Minister vertreten werden.: [45, 431, 526, 544]
- table-cell: 227.25: [760, 265, 808, 281]
- table-cell: Pr. Wechslerbank: [599, 528, 712, 543]
- day-header-cell: [1261, 1205, 1282, 1222]
- nat-subheading-2: (Wochenbericht vom 1. bis 6. Juli.): [153, 1387, 419, 1403]
- table-cell: 193.—: [856, 481, 904, 497]
- table-cell: —: [1000, 543, 1079, 558]
- table-cell: 105·—: [1332, 1253, 1383, 1269]
- daily-table-period-header: vom 29. Juni bis 5. Juli: [1210, 1187, 1485, 1205]
- table-cell: 2096: [1384, 1346, 1434, 1361]
- table-cell: —: [808, 497, 856, 512]
- table-cell: 146·—: [1384, 1269, 1434, 1284]
- table-cell: Kredit-Aktien: [1089, 1315, 1210, 1330]
- table-cell: 140.—: [904, 358, 952, 373]
- column-2: [599, 73, 1079, 2268]
- table-cell: —: [856, 512, 904, 528]
- table-cell: +0·30: [1485, 1253, 1569, 1269]
- table-cell: Sl. Sparverein: [599, 404, 712, 420]
- report-text: ernste Besorgnisse für die nächste Zeit allgemein geltend machten. Aber, wie schon gesagt, gerade am Donnerstag zeigte sich daß der Geldstand flüssiger und diesem besseren Verhältniß war es allein zu danken, daß eine Baisse vermieden wurde. Uebrigens ist auch heute, am Freitag, die Situation günstiger geblieben und hat dieß wesentlich dazu beigetragen, die trüben Vorahnungen, mit denen die Börse gestern eröffnete, wieder zu verscheuchen.: [1088, 74, 1569, 193]
- intro-text: Differenz auf + 6. Živnostenská banka gewannen in dieser Woche fl. 1·50. Dagegen behaupteten sich Prager Bankverein nicht einmal auf der Höhe der vorwöchentlichen Schlußnotiz, sondern büßten abermals fl. 2·25 ein. Eine Novität waren die am Schluße der Woche eingeführten Aktien der Ersten Ratenbank in Prag. In Industriewerthen und Eisenbahnaktien haben der Verkehr die ganze Woche über von wenig Belang. Ueber die Fluktuationen der Course gibt die angeschlossene Tabelle nähere Auskünfte.: [599, 74, 1079, 210]
- table-cell: Silberrente: [1089, 1238, 1210, 1253]
- table-cell: 64·35: [1210, 1222, 1261, 1238]
- table-cell: 305·—: [1282, 1330, 1332, 1346]
